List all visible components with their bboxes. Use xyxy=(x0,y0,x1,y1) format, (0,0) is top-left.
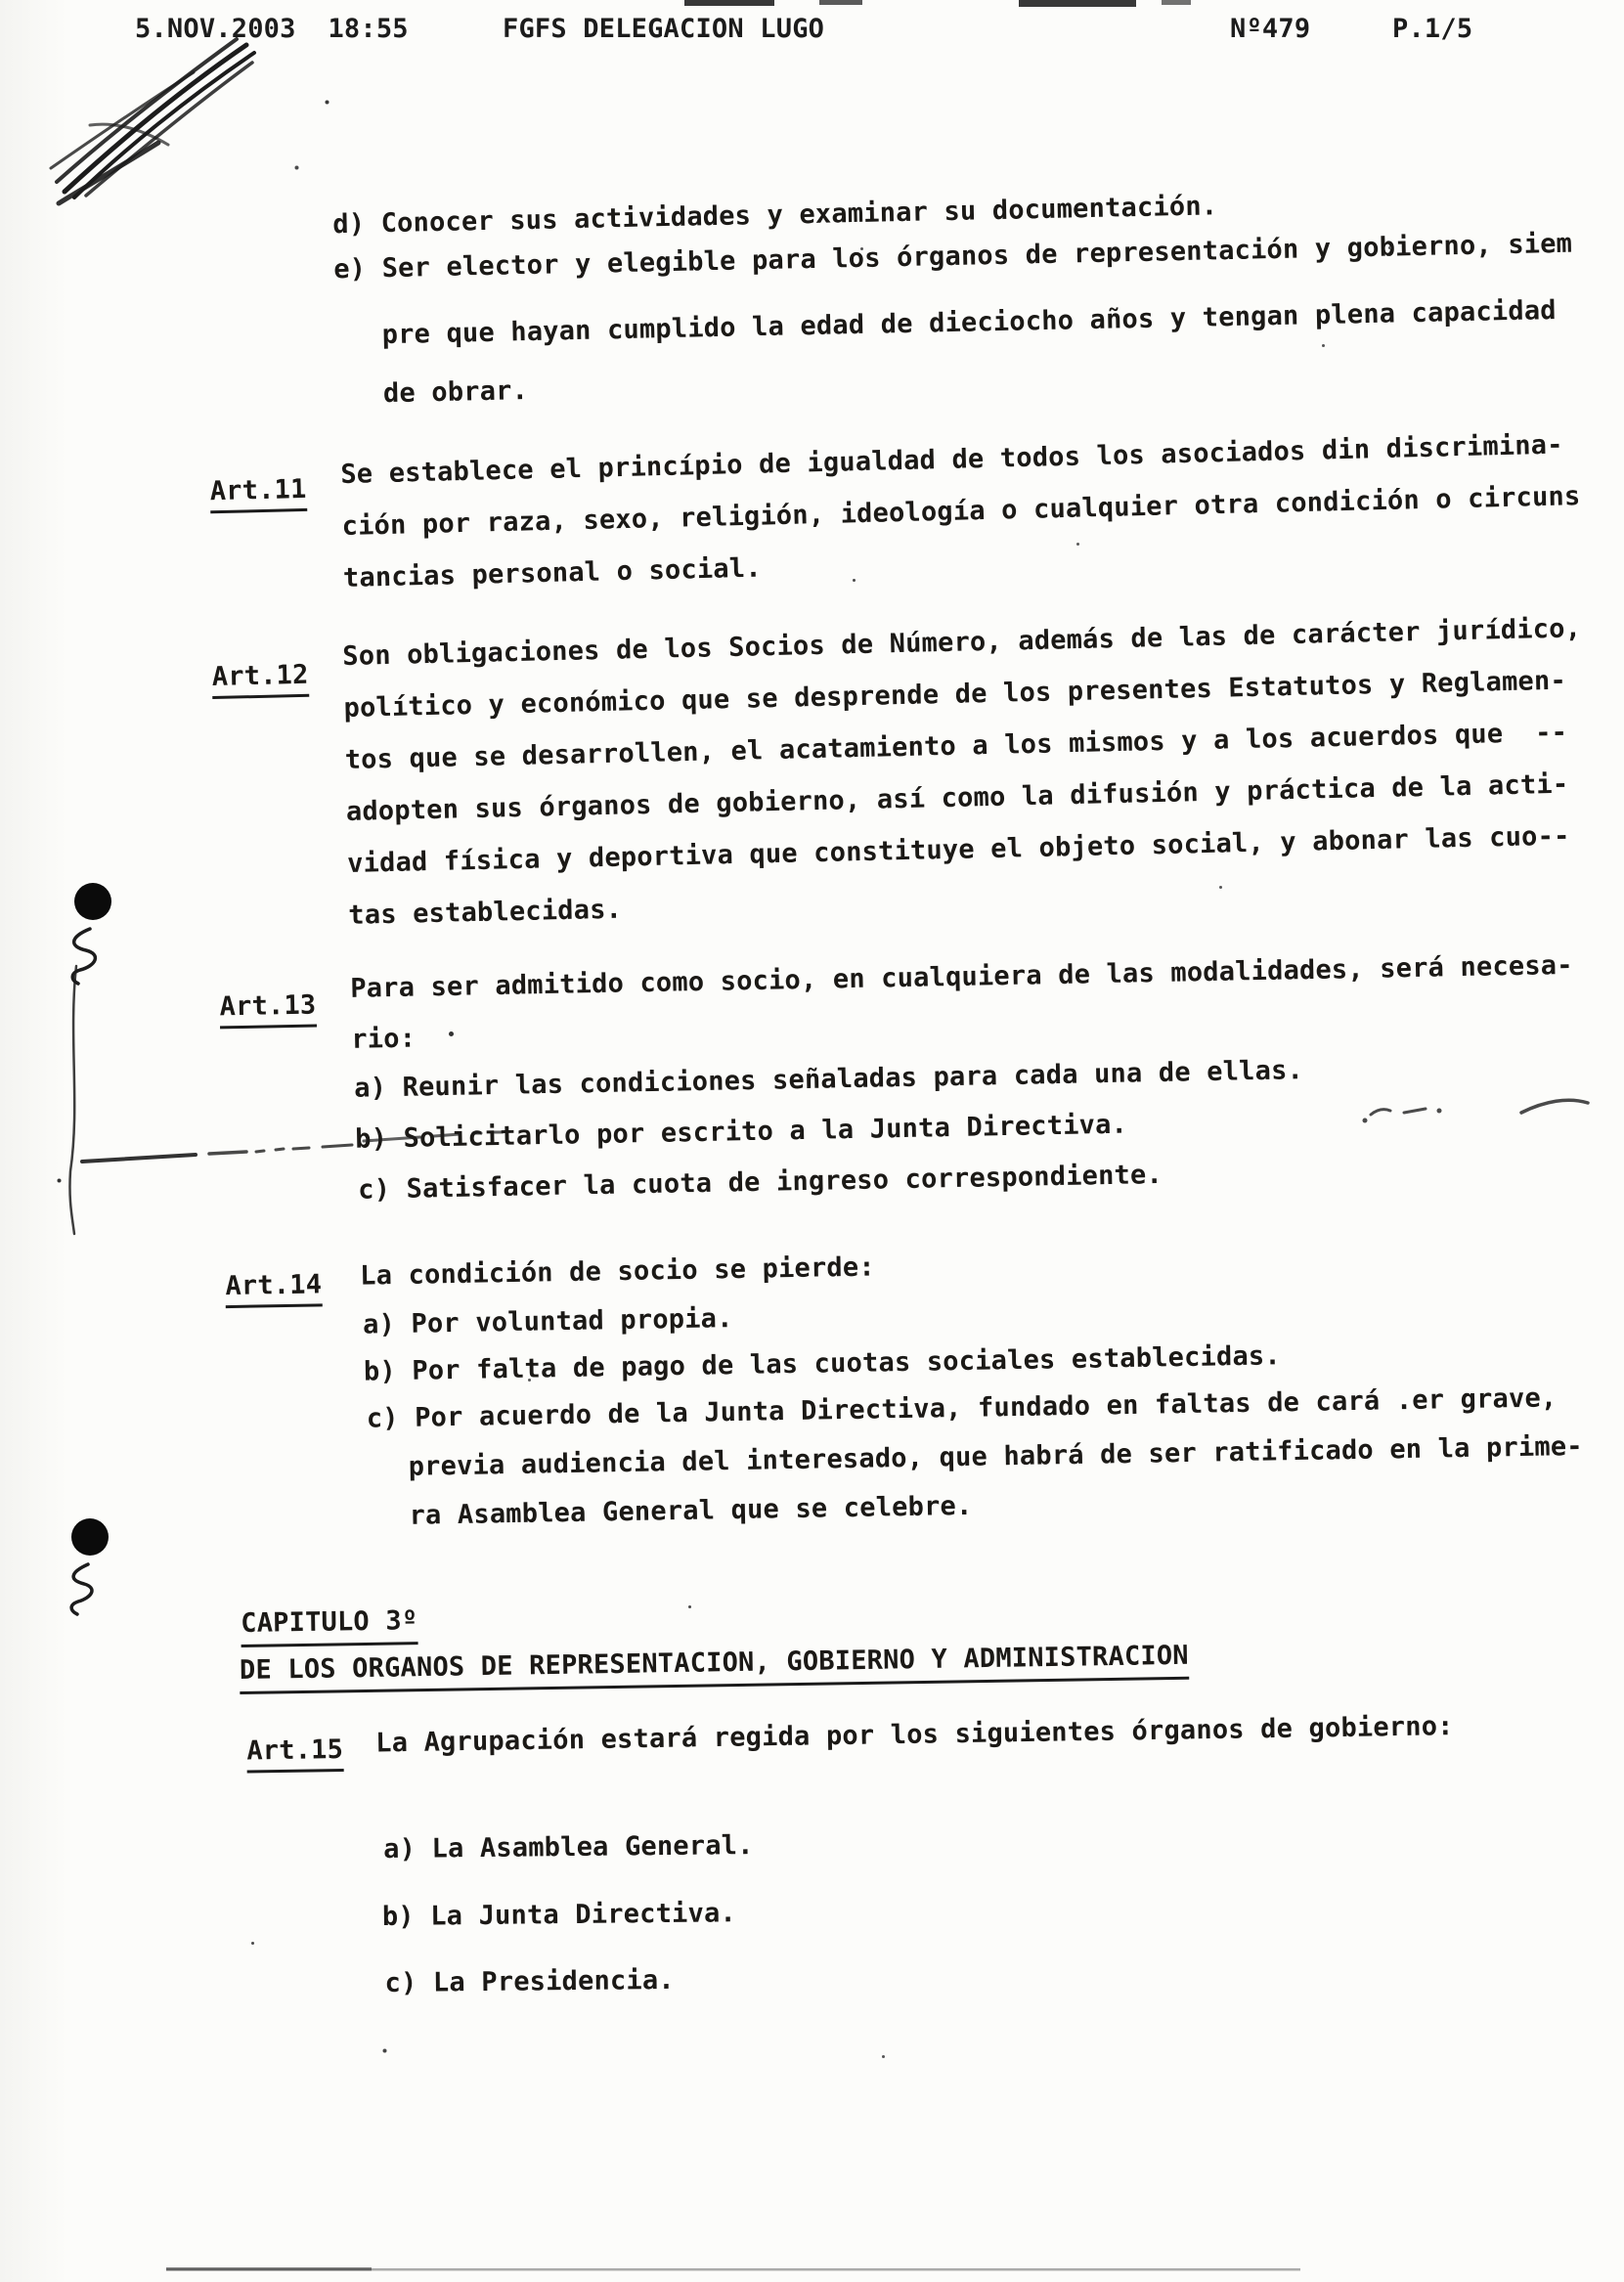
fax-page-number: P.1/5 xyxy=(1392,14,1473,44)
article-12 xyxy=(0,612,1624,931)
hole-punch-mark-icon xyxy=(71,883,111,1556)
chapter-heading xyxy=(0,1587,1624,1687)
pen-scribble-icon xyxy=(51,39,254,203)
fax-doc-number: Nº479 xyxy=(1230,14,1311,44)
list-item: a) Por voluntad propia. xyxy=(362,1303,733,1340)
text-line: tas establecidas. xyxy=(348,894,623,931)
article-11-label: Art.11 xyxy=(209,474,307,513)
article-15 xyxy=(0,1708,1624,1767)
article-13-label: Art.13 xyxy=(219,990,316,1030)
list-item: d) Conocer sus actividades y examinar su documentación. xyxy=(332,191,1218,241)
text-line: Se establece el princípio de igualdad de todos los asociados din discrimina- xyxy=(340,429,1563,491)
text-line: político y económico que se desprende de los presentes Estatutos y Reglamen- xyxy=(343,665,1567,724)
list-item: e) Ser elector y elegible para los órganos de representación y gobierno, siem xyxy=(332,228,1573,285)
article-14 xyxy=(0,1239,1624,1531)
text-line: rio: xyxy=(350,1023,417,1055)
list-item: b) La Junta Directiva. xyxy=(381,1898,737,1933)
text-line: adopten sus órganos de gobierno, así como la difusión y práctica de la acti- xyxy=(345,768,1569,827)
fax-sender: FGFS DELEGACION LUGO xyxy=(503,14,825,44)
article-12-label: Art.12 xyxy=(211,660,309,699)
text-line: ra Asamblea General que se celebre. xyxy=(409,1490,973,1531)
text-line: La condición de socio se pierde: xyxy=(359,1251,876,1292)
intro-items xyxy=(0,183,1624,410)
text-line: Son obligaciones de los Socios de Número, además de las de carácter jurídico, xyxy=(342,613,1582,672)
list-item: a) La Asamblea General. xyxy=(383,1830,754,1865)
scan-noise xyxy=(0,0,3,3)
text-line: Para ser admitido como socio, en cualquiera de las modalidades, será necesa- xyxy=(349,949,1573,1004)
text-line: ción por raza, sexo, religión, ideología o cualquier otra condición o circuns xyxy=(341,481,1581,543)
text-line: pre que hayan cumplido la edad de dieciocho años y tengan plena capacidad xyxy=(381,295,1558,351)
governing-bodies-list xyxy=(0,1821,1624,1998)
list-item: c) Por acuerdo de la Junta Directiva, fundado en faltas de cará .er grave, xyxy=(366,1382,1558,1434)
pen-marks-right-icon xyxy=(1363,1100,1589,1122)
text-line: La Agrupación estará regida por los siguientes órganos de gobierno: xyxy=(374,1711,1454,1759)
list-item: a) Reunir las condiciones señaladas para cada una de ellas. xyxy=(353,1055,1304,1104)
text-line: tos que se desarrollen, el acatamiento a los mismos y a los acuerdos que -- xyxy=(344,717,1568,775)
list-item: b) Solicitarlo por escrito a la Junta Directiva. xyxy=(354,1109,1128,1155)
text-line: de obrar. xyxy=(382,375,529,410)
article-13 xyxy=(0,949,1624,1206)
article-14-label: Art.14 xyxy=(225,1269,322,1308)
fax-datetime: 5.NOV.2003 18:55 xyxy=(135,14,409,44)
text-line: vidad física y deportiva que constituye el objeto social, y abonar las cuo-- xyxy=(346,820,1570,879)
list-item: b) Por falta de pago de las cuotas sociales establecidas. xyxy=(363,1340,1282,1387)
list-item: c) La Presidencia. xyxy=(384,1964,675,1998)
article-15-label: Art.15 xyxy=(246,1734,343,1774)
chapter-title: CAPITULO 3º xyxy=(241,1605,418,1647)
text-line: previa audiencia del interesado, que habrá de ser ratificado en la prime- xyxy=(408,1430,1584,1482)
list-item: c) Satisfacer la cuota de ingreso correspondiente. xyxy=(357,1159,1163,1206)
text-line: tancias personal o social. xyxy=(342,552,763,594)
chapter-subtitle: DE LOS ORGANOS DE REPRESENTACION, GOBIERNO Y ADMINISTRACION xyxy=(240,1641,1189,1694)
article-11 xyxy=(0,428,1624,594)
